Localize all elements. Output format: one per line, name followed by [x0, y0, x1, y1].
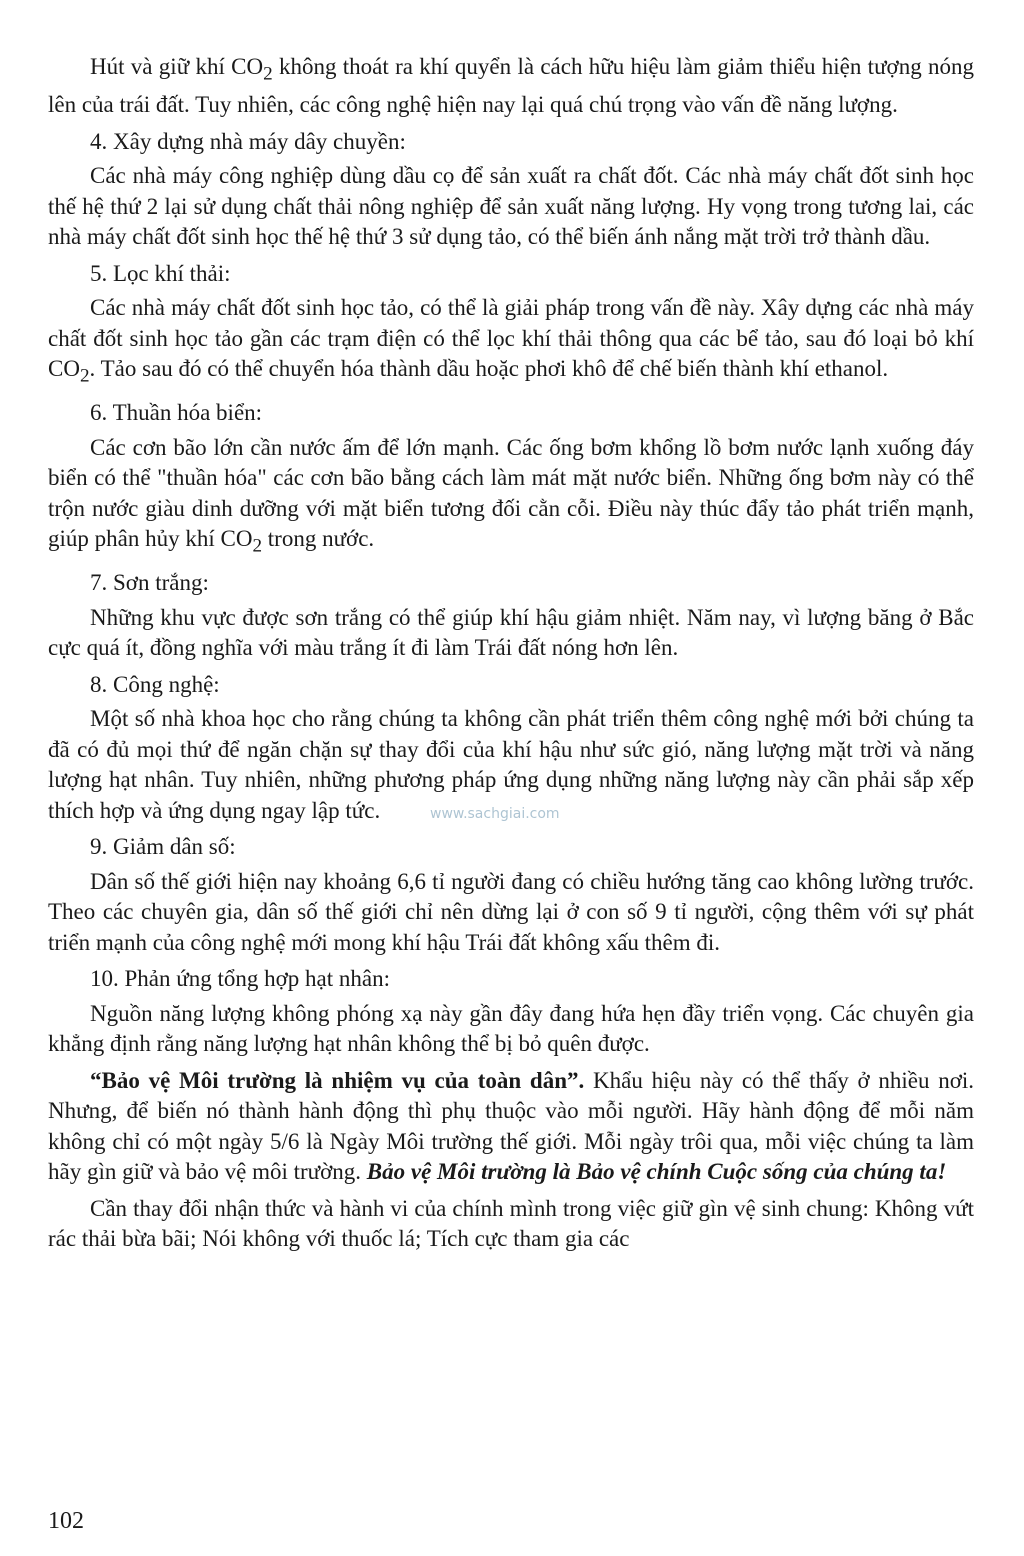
closing-text: Khẩu hiệu này có thể thấy ở nhiều nơi. Nhưng, để biến nó thành hành động thì phụ thuộc vào mỗi người. Hãy hành động để mỗi năm không chỉ có một ngày 5/6 là Ngày Môi trường thế giới. Mỗi ngày trôi qua, mỗi việc chúng ta làm hãy gìn giữ và bảo vệ môi trường.	[48, 1067, 974, 1185]
section-5-text-b: . Tảo sau đó có thể chuyển hóa thành dầu hoặc phơi khô để chế biến thành khí ethanol.	[89, 356, 889, 382]
section-10-heading: 10. Phản ứng tổng hợp hạt nhân:	[90, 966, 390, 992]
co2-subscript: 2	[252, 535, 263, 557]
page-number: 102	[48, 1508, 84, 1534]
slogan-text: “Bảo vệ Môi trường là nhiệm vụ của toàn dân”.	[90, 1067, 585, 1093]
final-paragraph: Cần thay đổi nhận thức và hành vi của chính mình trong việc giữ gìn vệ sinh chung: Không vứt rác thải bừa bãi; Nói không với thuốc lá; Tích cực tham gia các	[48, 1195, 974, 1252]
section-4-heading: 4. Xây dựng nhà máy dây chuyền:	[90, 128, 406, 154]
intro-text-a: Hút và giữ khí CO	[90, 54, 264, 79]
section-8-heading: 8. Công nghệ:	[90, 671, 220, 697]
intro-text-b: không thoát ra khí quyển là cách hữu hiệu làm giảm thiểu hiện tượng nóng lên của trái đất. Tuy nhiên, các công nghệ hiện nay lại quá chú trọng vào vấn đề năng lượng.	[48, 54, 975, 118]
emphasis-text: Bảo vệ Môi trường là Bảo vệ chính Cuộc sống của chúng ta!	[366, 1159, 947, 1185]
section-8-body: Một số nhà khoa học cho rằng chúng ta không cần phát triển thêm công nghệ mới bởi chúng ta đã có đủ mọi thứ để ngăn chặn sự thay đổi của khí hậu như sức gió, năng lượng mặt trời và năng lượng hạt nhân. Tuy nhiên, những phương pháp ứng dụng những năng lượng này cần phải sắp xếp thích hợp và ứng dụng ngay lập tức.	[48, 706, 974, 823]
intro-paragraph	[48, 52, 974, 121]
section-7-heading: 7. Sơn trắng:	[90, 570, 209, 596]
section-6-text-a: Các cơn bão lớn cần nước ấm để lớn mạnh. Các ống bơm khổng lồ bơm nước lạnh xuống đáy biển có thể "thuần hóa" các cơn bão bằng cách làm mát mặt nước biển. Những ống bơm này có thể trộn nước giàu dinh dưỡng với mặt biển tương đối cằn cỗi. Điều này thúc đẩy tảo phát triển mạnh, giúp phân hủy khí CO	[48, 434, 974, 552]
section-6-heading: 6. Thuần hóa biển:	[90, 400, 263, 426]
co2-subscript: 2	[79, 365, 90, 387]
co2-subscript: 2	[263, 63, 273, 85]
section-9-body: Dân số thế giới hiện nay khoảng 6,6 tỉ người đang có chiều hướng tăng cao không lường trước. Theo các chuyên gia, dân số thế giới chỉ nên dừng lại ở con số 9 tỉ người, cộng thêm với sự phát triển mạnh của công nghệ mới mong khí hậu Trái đất không xấu thêm đi.	[48, 868, 974, 955]
section-5-body	[48, 293, 974, 392]
closing-paragraph	[48, 1066, 974, 1188]
section-9-heading: 9. Giảm dân số:	[90, 834, 236, 860]
section-6-body	[48, 433, 974, 563]
section-7-body: Những khu vực được sơn trắng có thể giúp khí hậu giảm nhiệt. Năm nay, vì lượng băng ở Bắc cực quá ít, đồng nghĩa với màu trắng ít đi làm Trái đất nóng hơn lên.	[48, 604, 974, 661]
section-10-body: Nguồn năng lượng không phóng xạ này gần đây đang hứa hẹn đầy triển vọng. Các chuyên gia khẳng định rằng năng lượng hạt nhân không thể bị bỏ quên được.	[48, 1000, 974, 1057]
section-4-body: Các nhà máy công nghiệp dùng dầu cọ để sản xuất ra chất đốt. Các nhà máy chất đốt sinh học thế hệ thứ 2 lại sử dụng chất thải nông nghiệp để sản xuất năng lượng. Hy vọng trong tương lai, các nhà máy chất đốt sinh học thế hệ thứ 3 sử dụng tảo, có thể biến ánh nắng mặt trời trở thành dầu.	[48, 163, 974, 250]
page-body	[48, 52, 974, 1261]
watermark-url: www.sachgiai.com	[430, 806, 560, 822]
section-6-text-b: trong nước.	[262, 526, 375, 552]
section-5-text-a: Các nhà máy chất đốt sinh học tảo, có thể là giải pháp trong vấn đề này. Xây dựng các nhà máy chất đốt sinh học tảo gần các trạm điện có thể lọc khí thải thông qua các bể tảo, sau đó loại bỏ khí CO	[48, 295, 974, 382]
section-5-heading: 5. Lọc khí thải:	[90, 260, 231, 286]
